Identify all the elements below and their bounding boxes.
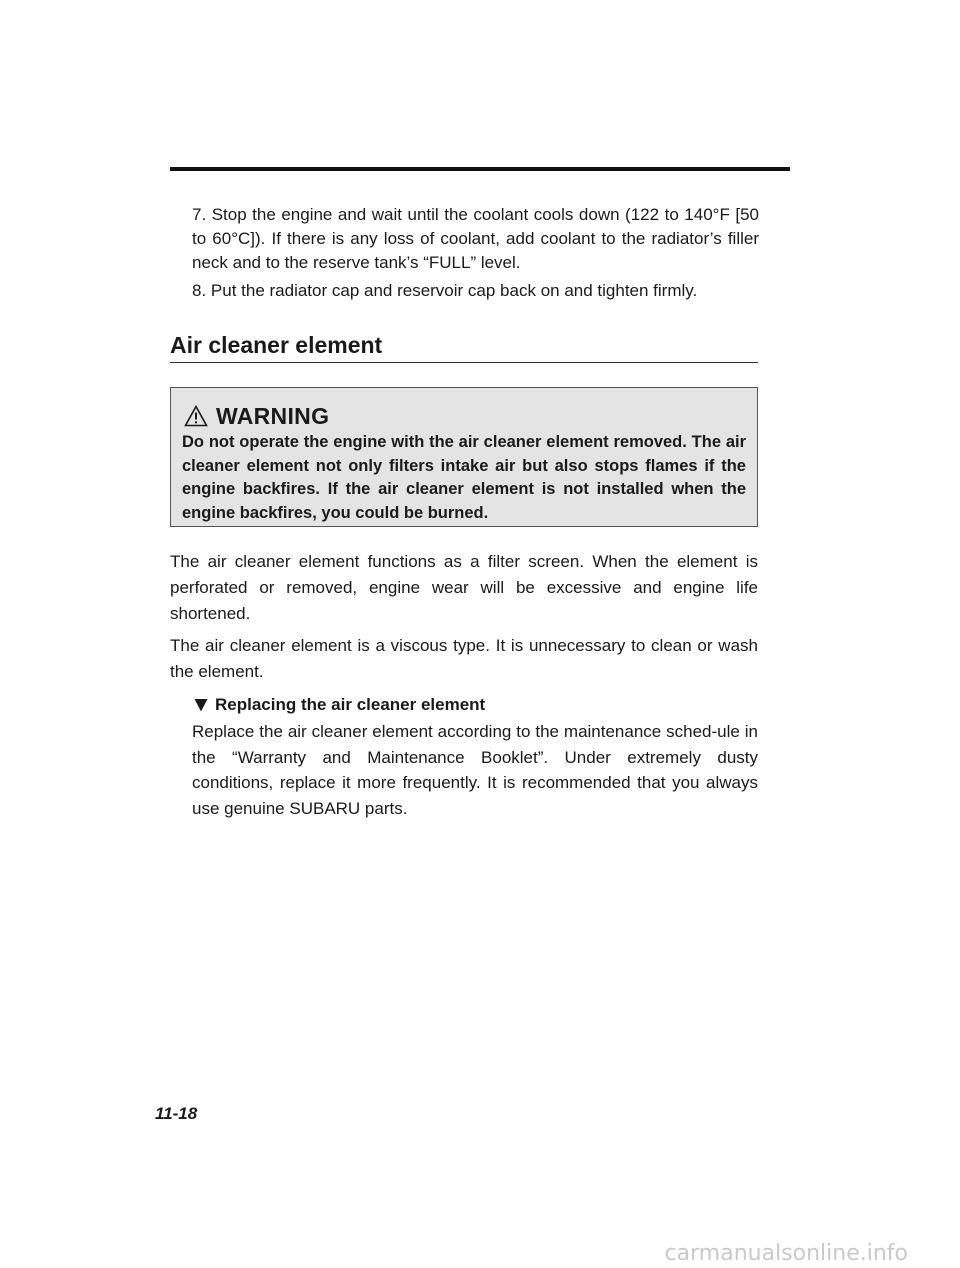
body-paragraph-2: The air cleaner element is a viscous type. It is unnecessary to clean or wash the element. [170, 636, 758, 681]
body-paragraph-1: The air cleaner element functions as a filter screen. When the element is perforated or removed, engine wear will be excessive and engine life shortened. [170, 552, 758, 623]
down-triangle-icon [194, 698, 208, 712]
warning-title-row [184, 398, 746, 430]
warning-triangle-icon [184, 405, 208, 427]
step-8-text: 8. Put the radiator cap and reservoir cap back on and tighten firmly. [192, 281, 698, 300]
section-heading: Air cleaner element [170, 330, 758, 363]
subsection-text: Replace the air cleaner element according to the maintenance sched-ule in the “Warranty and Maintenance Booklet”. Under extremely dusty conditions, replace it more frequently. It is recommended that you always use genuine SUBARU parts. [192, 722, 758, 818]
page-number: 11-18 [155, 1104, 198, 1123]
warning-box [170, 387, 758, 527]
subsection-heading [192, 693, 485, 717]
watermark: carmanualsonline.info [664, 1241, 908, 1266]
step-7-text: 7. Stop the engine and wait until the coolant cools down (122 to 140°F [50 to 60°C]). If there is any loss of coolant, add coolant to the radiator’s filler neck and to the reserve tank’s “FULL” level. [192, 205, 759, 272]
subsection-heading-text: Replacing the air cleaner element [215, 695, 486, 714]
warning-title: WARNING [216, 403, 330, 429]
top-rule [170, 167, 790, 171]
warning-text: Do not operate the engine with the air cleaner element removed. The air cleaner element not only filters intake air but also stops flames if the engine backfires. If the air cleaner element is not installed when the engine backfires, you could be burned. [182, 433, 746, 522]
